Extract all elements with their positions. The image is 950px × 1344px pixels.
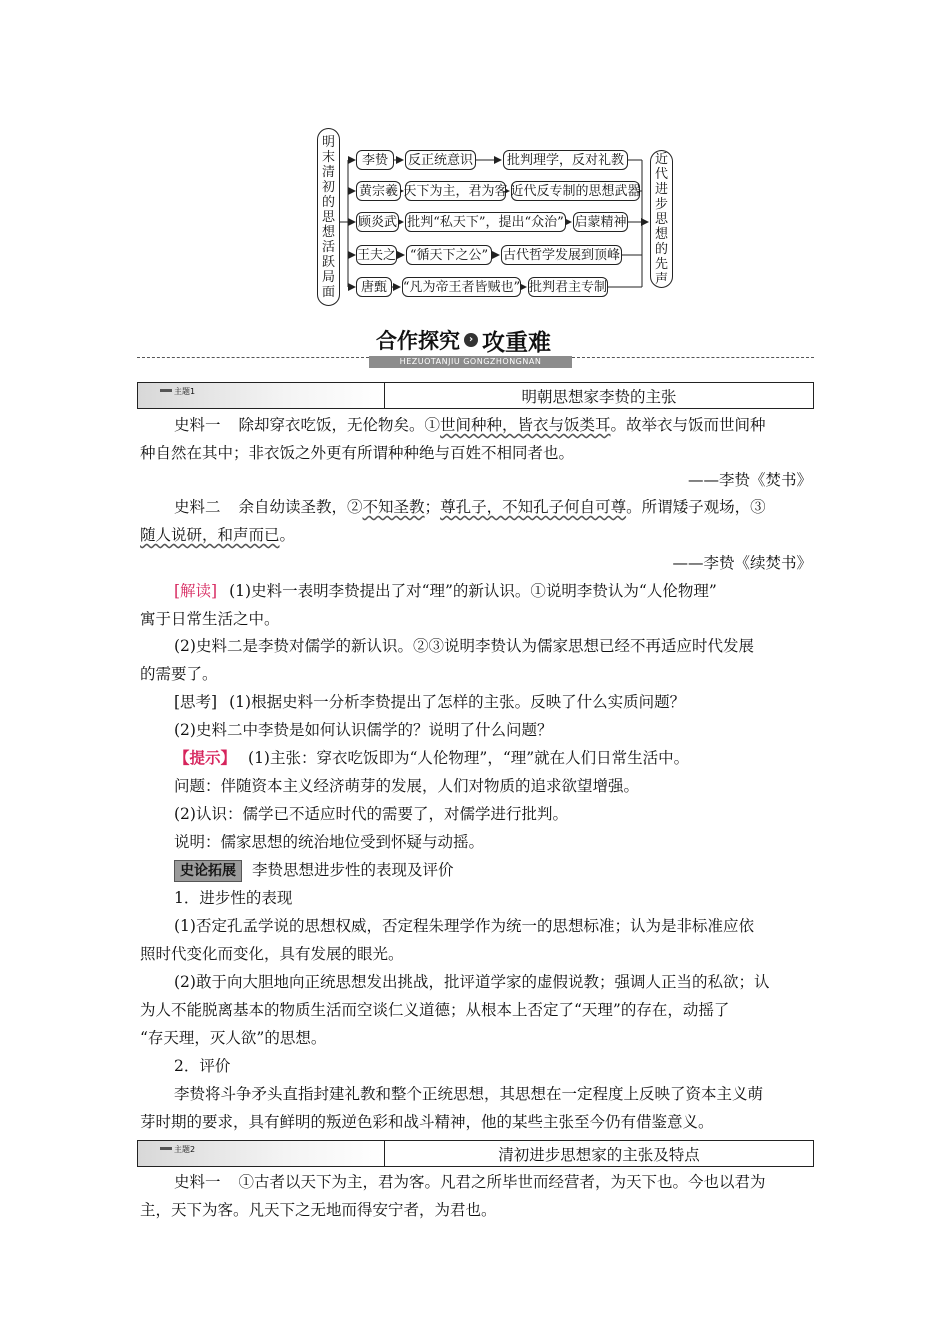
vertical-title-char: 明: [321, 134, 335, 150]
vertical-title-char: 的: [654, 241, 668, 257]
t1-s1-p2-line1: (2)敢于向大胆地向正统思想发出挑战，批评道学家的虚假说教；强调人正当的私欲；认: [174, 973, 770, 991]
t1-material2-line1: 史料二 余自幼读圣教，②不知圣教；尊孔子，不知孔子何自可尊。所谓矮子观场，③: [174, 498, 766, 516]
topic1-tag: [138, 383, 385, 408]
person-li-zhi: 李贽: [356, 150, 394, 170]
vertical-title-char: 想: [654, 226, 668, 242]
idea-li-zhi: 反正统意识: [405, 150, 476, 170]
t1-material1-source: ——李贽《焚书》: [687, 471, 812, 489]
vertical-title-char: 思: [654, 211, 668, 227]
meaning-huang-zongxi: 近代反专制的思想武器: [511, 181, 640, 201]
vertical-title-char: 进: [654, 181, 668, 197]
idea-huang-zongxi: 天下为主，君为客: [405, 181, 506, 201]
chevron-right-icon: ›: [464, 333, 478, 347]
vertical-title-char: 的: [321, 194, 335, 210]
vertical-title-char: 初: [321, 179, 335, 195]
vertical-title-char: 末: [321, 149, 335, 165]
t1-sikao-line2: (2)史料二中李贽是如何认识儒学的？说明了什么问题？: [174, 721, 553, 739]
meaning-li-zhi: 批判理学，反对礼教: [503, 150, 628, 170]
section-pinyin: HEZUOTANJIU GONGZHONGNAN: [399, 357, 542, 366]
section-rule-right: [572, 357, 814, 358]
vertical-title-char: 先: [654, 256, 668, 272]
t1-s2-line1: 李贽将斗争矛头直指封建礼教和整个正统思想，其思想在一定程度上反映了资本主义萌: [174, 1085, 764, 1103]
vertical-title-char: 清: [321, 164, 335, 180]
t1-extension-heading: 史论拓展 李贽思想进步性的表现及评价: [174, 856, 850, 884]
t1-s1-p2-line2: 为人不能脱离基本的物质生活而空谈仁义道德；从根本上否定了“天理”的存在，动摇了: [140, 1001, 730, 1019]
vertical-title-char: 局: [321, 269, 335, 285]
topic2-tag: [138, 1141, 385, 1166]
vertical-title-char: 近: [654, 151, 668, 167]
t1-tishi-line1: 【提示】 (1)主张：穿衣吃饭即为“人伦物理”，“理”就在人们日常生活中。: [174, 748, 690, 767]
topic2-title: 清初进步思想家的主张及特点: [498, 1145, 700, 1164]
vertical-title-char: 活: [321, 239, 335, 255]
t1-jiedu-line1: [解读] (1)史料一表明李贽提出了对“理”的新认识。①说明李贽认为“人伦物理”: [174, 582, 717, 600]
topic1-title: 明朝思想家李贽的主张: [521, 387, 677, 406]
section-pinyin-band: [369, 356, 572, 368]
t1-material1-line2: 种自然在其中；非衣饭之外更有所谓种种绝与百姓不相同者也。: [140, 444, 575, 462]
jiedu-label: [解读]: [174, 582, 218, 600]
t1-s2-line2: 芽时期的要求，具有鲜明的叛逆色彩和战斗精神，他的某些主张至今仍有借鉴意义。: [140, 1113, 714, 1131]
vertical-title-char: 面: [321, 284, 335, 300]
extension-label: 史论拓展: [174, 860, 242, 882]
topic-marker-icon: [160, 389, 172, 392]
t1-jiedu-line3: (2)史料二是李贽对儒学的新认识。②③说明李贽认为儒家思想已经不再适应时代发展: [174, 637, 754, 655]
vertical-title-char: 思: [321, 209, 335, 225]
t1-tishi-line4: 说明：儒家思想的统治地位受到怀疑与动摇。: [174, 833, 485, 851]
vertical-title-char: 步: [654, 196, 668, 212]
t1-material1-line1: 史料一 除却穿衣吃饭，无伦物矣。①世间种种，皆衣与饭类耳。故举衣与饭而世间种: [174, 416, 766, 434]
t1-s1-p2-line3: “存天理，灭人欲”的思想。: [140, 1029, 327, 1047]
t1-tishi-line3: (2)认识：儒学已不适应时代的需要了，对儒学进行批判。: [174, 805, 568, 823]
diagram-right-title: [650, 150, 673, 288]
idea-tang-zhen: “凡为帝王者皆贼也”: [402, 277, 521, 297]
topic1-tag-label: 主题1: [174, 387, 196, 396]
t2-material1-line1: 史料一 ①古者以天下为主，君为客。凡君之所毕世而经营者，为天下也。今也以君为: [174, 1173, 766, 1191]
t2-material1-line2: 主，天下为客。凡天下之无地而得安宁者，为君也。: [140, 1201, 497, 1219]
t1-s1-p1-line1: (1)否定孔孟学说的思想权威，否定程朱理学作为统一的思想标准；认为是非标准应依: [174, 917, 754, 935]
topic2-tag-label: 主题2: [174, 1145, 196, 1154]
vertical-title-char: 跃: [321, 254, 335, 270]
t1-jiedu-line2: 寓于日常生活之中。: [140, 610, 280, 628]
idea-gu-yanwu: 批判“私天下”，提出“众治”: [405, 212, 566, 232]
t1-s1-title: 1．进步性的表现: [174, 889, 293, 907]
idea-wang-fuzhi: “循天下之公”: [406, 245, 492, 265]
section-title-part1: 合作探究: [376, 329, 460, 353]
section-rule-left: [137, 357, 369, 358]
t1-tishi-line2: 问题：伴随资本主义经济萌芽的发展，人们对物质的追求欲望增强。: [174, 777, 640, 795]
person-wang-fuzhi: 王夫之: [356, 245, 397, 265]
vertical-title-char: 代: [654, 166, 668, 182]
diagram-left-title: [317, 128, 340, 306]
t1-s1-p1-line2: 照时代变化而变化，具有发展的眼光。: [140, 945, 404, 963]
tishi-label: 【提示】: [174, 748, 237, 767]
t1-s2-title: 2．评价: [174, 1057, 231, 1075]
t1-material2-line2: 随人说研，和声而已。: [140, 526, 296, 544]
vertical-title-char: 想: [321, 224, 335, 240]
section-title-part2: 攻重难: [482, 329, 551, 356]
meaning-wang-fuzhi: 古代哲学发展到顶峰: [501, 245, 622, 265]
meaning-tang-zhen: 批判君主专制: [528, 277, 608, 297]
topic1-header: [137, 382, 814, 409]
person-tang-zhen: 唐甄: [356, 277, 392, 297]
meaning-gu-yanwu: 启蒙精神: [573, 212, 628, 232]
t1-material2-source: ——李贽《续焚书》: [672, 554, 812, 572]
vertical-title-char: 声: [654, 271, 668, 287]
person-gu-yanwu: 顾炎武: [356, 212, 399, 232]
section-title: [376, 326, 566, 354]
topic2-header: [137, 1140, 814, 1167]
t1-sikao-line1: [思考] (1)根据史料一分析李贽提出了怎样的主张。反映了什么实质问题？: [174, 693, 686, 711]
topic-marker-icon: [160, 1147, 172, 1150]
t1-jiedu-line4: 的需要了。: [140, 665, 218, 683]
sikao-label: [思考]: [174, 693, 218, 711]
person-huang-zongxi: 黄宗羲: [356, 181, 401, 201]
